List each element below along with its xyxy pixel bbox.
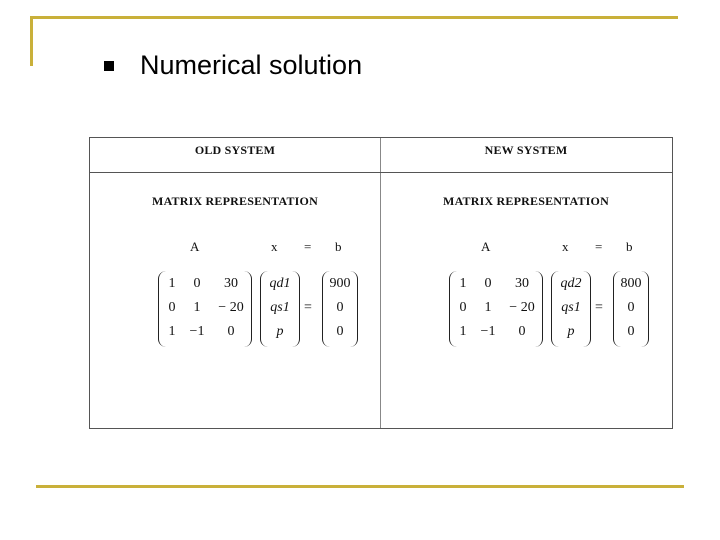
vector-cell: 0	[627, 324, 635, 339]
slide-title: Numerical solution	[140, 50, 363, 80]
vector-row	[551, 297, 591, 319]
matrix-row	[158, 273, 252, 295]
matrix-cell: 1	[168, 324, 176, 339]
matrix-cell: 30	[224, 276, 238, 291]
matrix-cell: 1	[193, 300, 201, 315]
vector-row	[613, 321, 649, 343]
matrix-cell: 1	[459, 324, 467, 339]
matrix-cell: 1	[459, 276, 467, 291]
old-vector-x	[260, 271, 300, 347]
new-equals-sign: =	[595, 300, 603, 315]
vector-row	[613, 273, 649, 295]
matrix-cell: 30	[515, 276, 529, 291]
vector-cell: qs1	[270, 300, 290, 315]
matrix-row	[449, 297, 543, 319]
vector-row	[551, 321, 591, 343]
vector-cell: qs1	[561, 300, 581, 315]
new-matrix-representation-heading: MATRIX REPRESENTATION	[443, 194, 609, 208]
new-system-panel	[381, 138, 671, 428]
matrix-cell: −1	[480, 324, 496, 339]
vector-row	[613, 297, 649, 319]
old-label-a: A	[190, 239, 200, 254]
new-matrix-a	[449, 271, 543, 347]
matrix-cell: 0	[168, 300, 176, 315]
old-matrix-a	[158, 271, 252, 347]
vector-cell: 800	[620, 276, 642, 291]
old-label-b: b	[335, 239, 342, 254]
old-label-x: x	[271, 239, 278, 254]
matrix-cell: 1	[484, 300, 492, 315]
vector-cell: p	[567, 324, 575, 339]
matrix-cell: 0	[484, 276, 492, 291]
old-vector-b	[322, 271, 358, 347]
new-vector-x	[551, 271, 591, 347]
old-system-panel	[90, 138, 380, 428]
matrix-row	[449, 273, 543, 295]
matrix-cell: 1	[168, 276, 176, 291]
new-vector-b	[613, 271, 649, 347]
vector-cell: 0	[336, 324, 344, 339]
system-comparison-table	[89, 137, 673, 429]
matrix-cell: 0	[227, 324, 235, 339]
new-label-b: b	[626, 239, 633, 254]
matrix-row	[449, 321, 543, 343]
bullet-square-icon	[104, 61, 114, 71]
slide-frame-left-line	[30, 16, 33, 66]
vector-row	[322, 297, 358, 319]
vector-row	[322, 273, 358, 295]
vector-cell: 900	[329, 276, 351, 291]
vector-row	[260, 321, 300, 343]
vector-row	[551, 273, 591, 295]
old-label-eq: =	[304, 239, 312, 254]
vector-cell: qd2	[560, 276, 582, 291]
vector-row	[260, 297, 300, 319]
slide-frame-bottom-line	[36, 485, 684, 488]
matrix-cell: −1	[189, 324, 205, 339]
matrix-cell: 0	[459, 300, 467, 315]
vector-cell: 0	[627, 300, 635, 315]
vector-row	[260, 273, 300, 295]
matrix-row	[158, 321, 252, 343]
vector-cell: qd1	[269, 276, 291, 291]
old-matrix-representation-heading: MATRIX REPRESENTATION	[152, 194, 318, 208]
old-equals-sign: =	[304, 300, 312, 315]
new-label-x: x	[562, 239, 569, 254]
vector-cell: 0	[336, 300, 344, 315]
vector-cell: p	[276, 324, 284, 339]
new-label-a: A	[481, 239, 491, 254]
new-system-heading: NEW SYSTEM	[484, 143, 568, 157]
matrix-row	[158, 297, 252, 319]
slide-frame-top-line	[30, 16, 678, 19]
new-label-eq: =	[595, 239, 603, 254]
matrix-cell: − 20	[509, 300, 535, 315]
matrix-cell: 0	[193, 276, 201, 291]
vector-row	[322, 321, 358, 343]
matrix-cell: − 20	[218, 300, 244, 315]
matrix-cell: 0	[518, 324, 526, 339]
old-system-heading: OLD SYSTEM	[194, 143, 276, 157]
